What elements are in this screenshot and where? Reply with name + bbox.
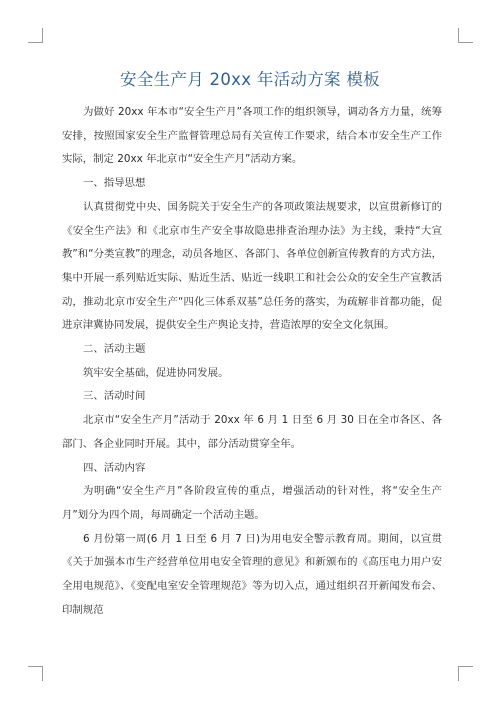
crop-mark-top-left	[28, 28, 43, 43]
guiding-ideology-paragraph: 认真贯彻党中央、国务院关于安全生产的各项政策法规要求，以宣贯新修订的《安全生产法》和《北京市生产安全事故隐患排查治理办法》为主线，秉持“大宣教”和“分类宣教”的理念，动员各地区、各部门、各单位创新宣传教育的方式方法，集中开展一系列贴近实际、贴近生活、贴近一线职工和社会公众的安全生产宣教活动，推动北京市安全生产“四化三体系双基”总任务的落实，为疏解非首都功能，促进京津冀协同发展，提供安全生产舆论支持，营造浓厚的安全文化氛围。	[62, 200, 442, 332]
section-heading-activity-content: 四、活动内容	[83, 461, 146, 474]
intro-paragraph: 为做好 20xx 年本市“安全生产月”各项工作的组织领导，调动各方力量，统筹安排，按照国家安全生产监督管理总局有关宣传工作要求，结合本市安全生产工作实际，制定 20xx 年北京市“安全生产月”活动方案。	[62, 106, 442, 166]
document-body	[62, 101, 442, 622]
crop-mark-bottom-left	[28, 666, 43, 681]
activity-theme-paragraph: 筑牢安全基础，促进协同发展。	[83, 366, 229, 379]
crop-mark-top-right	[458, 28, 473, 43]
section-heading-activity-time: 三、活动时间	[83, 390, 146, 403]
crop-mark-bottom-right	[458, 666, 473, 681]
section-heading-activity-theme: 二、活动主题	[83, 343, 146, 356]
activity-content-paragraph: 为明确“安全生产月”各阶段宣传的重点，增强活动的针对性，将“安全生产月”划分为四个周，每周确定一个活动主题。	[62, 485, 442, 521]
first-week-paragraph: 6 月份第一周(6 月 1 日至 6 月 7 日)为用电安全警示教育周。期间，以宣贯《关于加强本市生产经营单位用电安全管理的意见》和新颁布的《高压电力用户安全用电规范》、《变配电室安全管理规范》等为切入点，通过组织召开新闻发布会、印制规范	[62, 532, 442, 616]
section-heading-guiding-ideology: 一、指导思想	[83, 177, 146, 190]
document-title: 安全生产月 20xx 年活动方案 模板	[120, 70, 380, 89]
activity-time-paragraph: 北京市“安全生产月”活动于 20xx 年 6 月 1 日至 6 月 30 日在全市各区、各部门、各企业同时开展。其中，部分活动贯穿全年。	[62, 414, 442, 450]
